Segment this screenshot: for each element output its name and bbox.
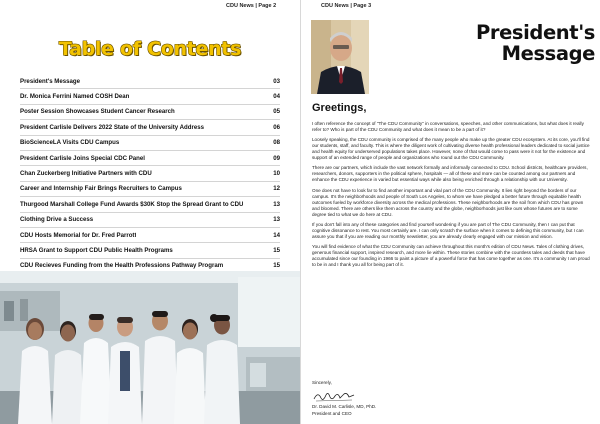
right-page (301, 0, 600, 424)
toc-entry[interactable] (20, 89, 280, 104)
toc-entry[interactable] (20, 182, 280, 197)
president-portrait (311, 20, 369, 94)
toc-entry-title: CDU Hosts Memorial for Dr. Fred Parrott (20, 231, 137, 239)
toc-entry[interactable] (20, 213, 280, 228)
toc-entry[interactable] (20, 74, 280, 89)
toc-entry[interactable] (20, 120, 280, 135)
toc-entry[interactable] (20, 136, 280, 151)
toc-list (20, 74, 280, 274)
toc-entry-page-number: 09 (273, 154, 280, 162)
toc-entry-title: Career and Internship Fair Brings Recruiters to Campus (20, 185, 182, 193)
signature-image (312, 389, 356, 403)
letter-body (312, 121, 592, 272)
toc-entry[interactable] (20, 105, 280, 120)
toc-entry-page-number: 05 (273, 108, 280, 116)
toc-entry-page-number: 03 (273, 77, 280, 85)
toc-title: Table of Contents (58, 38, 242, 60)
signer-name: Dr. David M. Carlisle, MD, PhD. (312, 404, 377, 409)
toc-entry-title: President Carlisle Delivers 2022 State of the University Address (20, 123, 205, 131)
group-photo (0, 271, 300, 424)
title-line-2: Message (501, 42, 595, 65)
toc-entry[interactable] (20, 151, 280, 166)
president-portrait-illustration (311, 20, 369, 94)
presidents-message-title (439, 22, 595, 64)
paragraph: If you don't fall into any of these categories and find yourself wondering if you are part of The CDU Community, then I can put that cognitive dissonance to rest. You most certainly are. I can only scratch the surface when it comes to defining this community, but I can assure you that if you are reading our monthly newsletter, you are already clearly engaged with our mission and vision. (312, 221, 584, 239)
toc-entry-title: Chan Zuckerberg Initiative Partners with CDU (20, 170, 152, 178)
signoff: Sincerely, (312, 380, 332, 385)
paragraph: I often reference the concept of "The CDU Community" in conversations, speeches, and other communications, but what does it really refer to? Who is part of the CDU Community and what does it mean to be a part of it? (312, 121, 584, 132)
page-header-left: CDU News | Page 2 (226, 3, 277, 9)
toc-entry-page-number: 15 (273, 262, 280, 270)
paragraph: Loosely speaking, the CDU community is comprised of the many people who make up the greater CDU ecosystem. At its core, you'll find our students, staff, and faculty. This is where the diligent work of cultivating diverse health professional leaders dedicated to social justice and health equity for underserved populations takes place. However, none of that would come to pass were it not for the existence and support of an extended range of people and organizations who round out the CDU Community. (312, 137, 590, 161)
toc-entry-title: Dr. Monica Ferrini Named COSH Dean (20, 93, 130, 101)
toc-entry-title: Poster Session Showcases Student Cancer Research (20, 108, 175, 116)
toc-entry-title: Clothing Drive a Success (20, 216, 94, 224)
toc-entry-title: HRSA Grant to Support CDU Public Health Programs (20, 246, 173, 254)
toc-entry-page-number: 04 (273, 93, 280, 101)
toc-entry[interactable] (20, 166, 280, 181)
toc-entry-page-number: 12 (273, 185, 280, 193)
title-line-1: President's (476, 21, 595, 44)
paragraph: One does not have to look far to find another important and vital part of the CDU Community. It lies right beyond the borders of our campus. It's the neighborhoods and people of South Los Angeles, to whom we have pledged a better future through equitable health outcomes fueled by workforce diversity across the medical professions. These neighborhoods are the soil from which CDU has grown and bloomed. There are others like them across the country and the globe, neighborhoods just like ours whose futures are to some degree tied to what we do here at CDU. (312, 187, 584, 217)
toc-entry-page-number: 13 (273, 200, 280, 208)
toc-entry[interactable] (20, 197, 280, 212)
toc-entry-title: Thurgood Marshall College Fund Awards $30K Stop the Spread Grant to CDU (20, 200, 244, 208)
paragraph: You will find evidence of what the CDU Community can achieve throughout this month's edition of CDU News. Tales of clothing drives, generous financial support, inspired research, and more lie within. These stories combine with the countless tales and deeds that have accumulated since our founding in 1966 to paint a picture of a powerful force that has come together as one. It's a community I am proud to be in and I thank you all for being part of it. (312, 243, 590, 267)
page-header-right: CDU News | Page 3 (321, 3, 372, 9)
toc-entry-page-number: 10 (273, 170, 280, 178)
toc-entry-page-number: 14 (273, 231, 280, 239)
toc-entry-title: President's Message (20, 77, 81, 85)
greeting: Greetings, (312, 102, 367, 114)
toc-entry[interactable] (20, 228, 280, 243)
toc-entry[interactable] (20, 243, 280, 258)
toc-entry-title: CDU Recieves Funding from the Health Professions Pathway Program (20, 262, 224, 270)
paragraph: There are our partners, which include the vast network formally and informally connected to CDU. School districts, healthcare providers, researchers, donors, supporters in the political sphere, hospitals — all of these and more can be counted among our partners and enhance the CDU experience in varied but essential ways while also being enriched through a relationship with our University. (312, 165, 588, 183)
group-photo-illustration (0, 271, 300, 424)
toc-entry-page-number: 06 (273, 123, 280, 131)
toc-entry-title: BioScienceLA Visits CDU Campus (20, 139, 120, 147)
toc-entry-page-number: 15 (273, 246, 280, 254)
toc-entry-page-number: 13 (273, 216, 280, 224)
toc-entry-page-number: 08 (273, 139, 280, 147)
toc-entry-title: President Carlisle Joins Special CDC Panel (20, 154, 145, 162)
signer-title: President and CEO (312, 411, 352, 416)
